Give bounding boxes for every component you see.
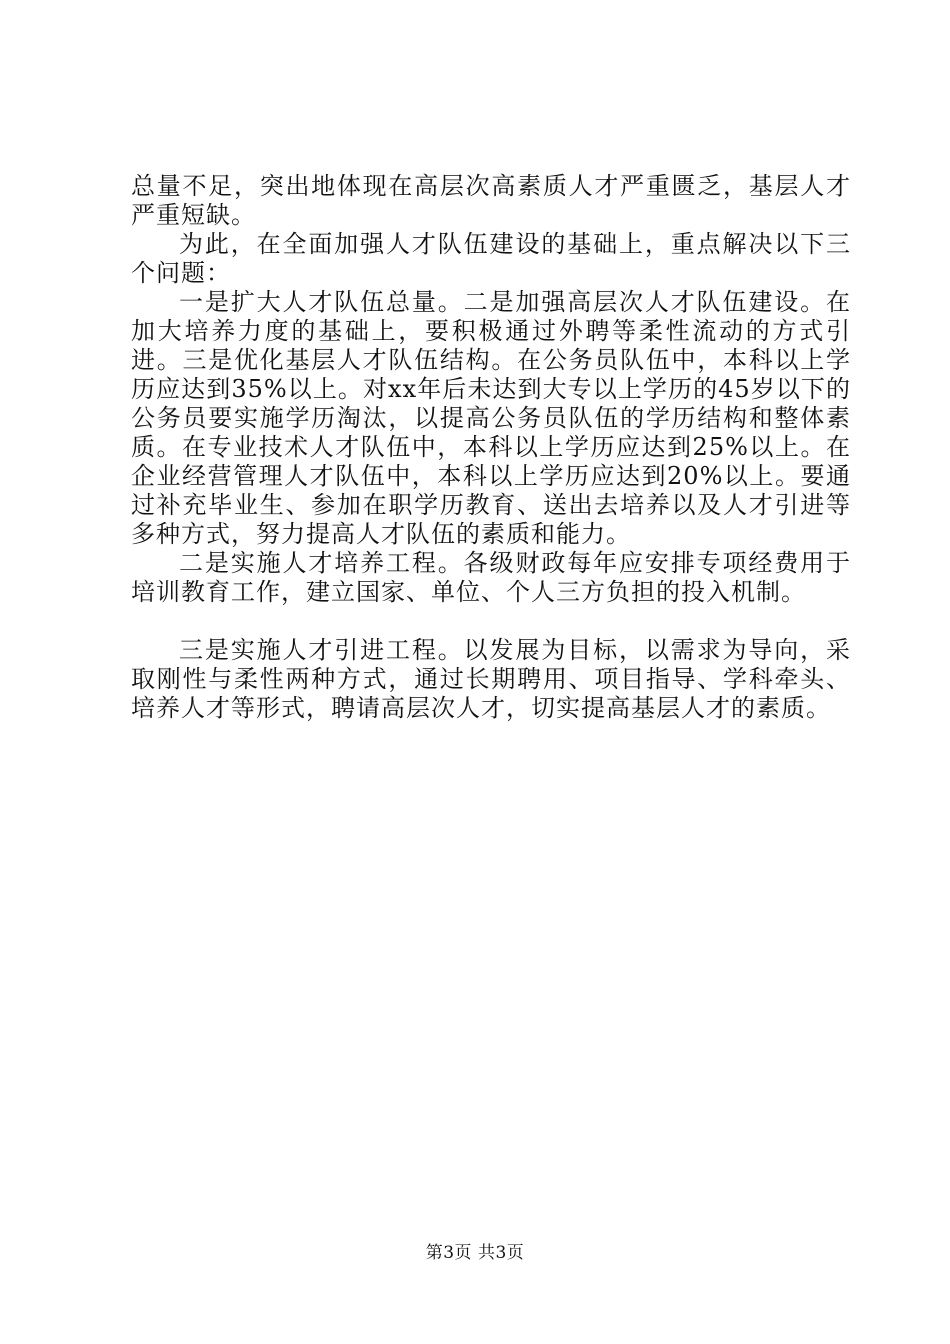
paragraph-4: 二是实施人才培养工程。各级财政每年应安排专项经费用于培训教育工作，建立国家、单位、个人三方负担的投入机制。 bbox=[131, 549, 851, 606]
paragraph-2: 为此，在全面加强人才队伍建设的基础上，重点解决以下三个问题： bbox=[131, 230, 851, 287]
paragraph-3: 一是扩大人才队伍总量。二是加强高层次人才队伍建设。在加大培养力度的基础上，要积极通过外聘等柔性流动的方式引进。三是优化基层人才队伍结构。在公务员队伍中，本科以上学历应达到35%以上。对xx年后未达到大专以上学历的45岁以下的公务员要实施学历淘汰，以提高公务员队伍的学历结构和整体素质。在专业技术人才队伍中，本科以上学历应达到25%以上。在企业经营管理人才队伍中，本科以上学历应达到20%以上。要通过补充毕业生、参加在职学历教育、送出去培养以及人才引进等多种方式，努力提高人才队伍的素质和能力。 bbox=[131, 288, 851, 548]
page-number-label: 第3页 共3页 bbox=[425, 1243, 525, 1263]
page-footer bbox=[0, 1243, 950, 1263]
paragraph-1: 总量不足，突出地体现在高层次高素质人才严重匮乏，基层人才严重短缺。 bbox=[131, 172, 851, 229]
paragraph-5: 三是实施人才引进工程。以发展为目标，以需求为导向，采取刚性与柔性两种方式，通过长期聘用、项目指导、学科牵头、培养人才等形式，聘请高层次人才，切实提高基层人才的素质。 bbox=[131, 636, 851, 722]
document-body bbox=[131, 172, 851, 723]
